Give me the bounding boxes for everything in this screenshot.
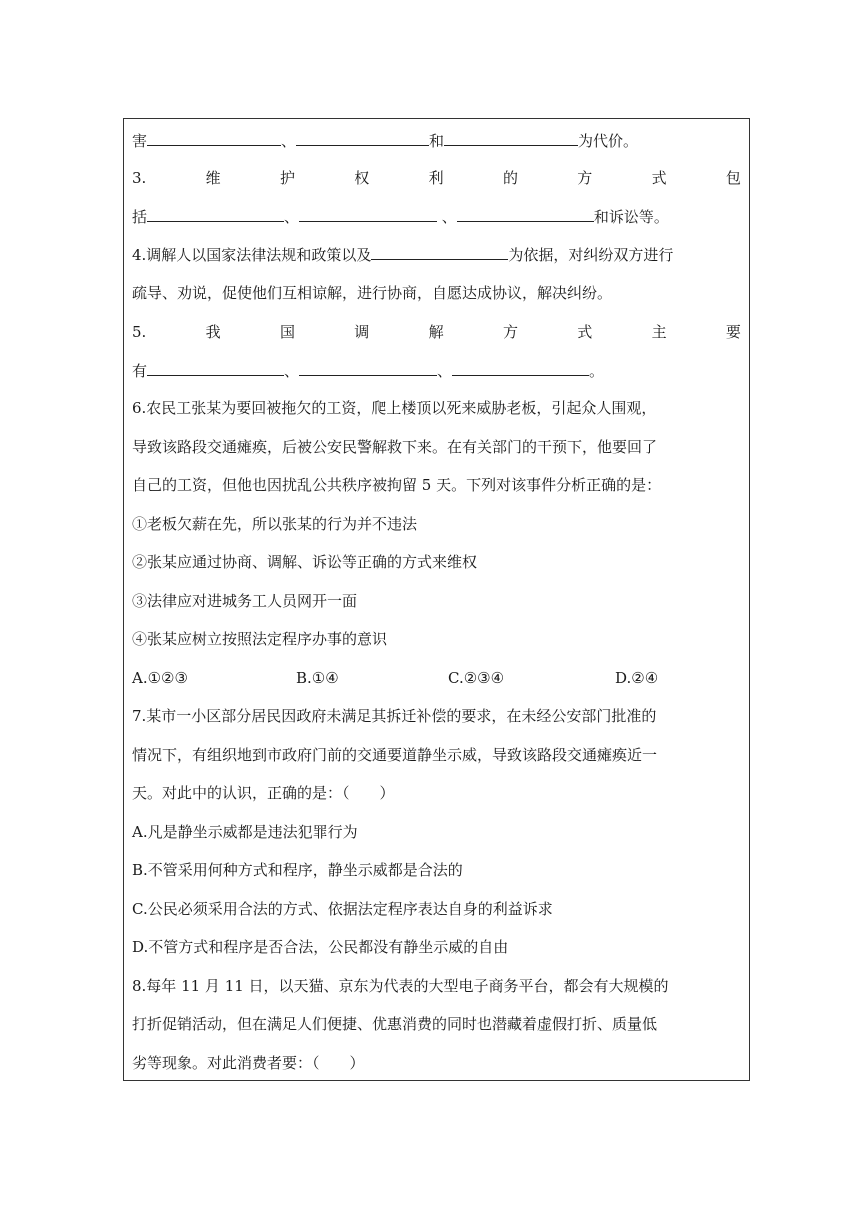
spaced-char: 的: [502, 169, 518, 187]
text: 有: [132, 362, 148, 380]
blank: [147, 206, 284, 222]
spaced-char: 我: [205, 323, 221, 341]
spaced-char: 解: [428, 323, 444, 341]
blank: [296, 130, 429, 146]
text: 、: [284, 362, 300, 380]
option-b: B.①④: [296, 669, 339, 687]
question-5-line-2: [132, 360, 741, 381]
statement-3: ③法律应对进城务工人员网开一面: [132, 592, 358, 610]
question-6-line-2: 导致该路段交通瘫痪，后被公安民警解救下来。在有关部门的干预下，他要回了: [132, 438, 658, 456]
blank: [299, 360, 437, 376]
spaced-char: 维: [205, 169, 221, 187]
text: 、: [284, 208, 300, 226]
spaced-char: 3.: [132, 169, 147, 187]
spaced-char: 调: [354, 323, 370, 341]
question-5-line-1: [132, 322, 741, 342]
option-b: B.不管采用何种方式和程序，静坐示威都是合法的: [132, 861, 463, 879]
question-3-line-2: [132, 206, 741, 227]
text: 为依据，对纠纷双方进行: [508, 246, 674, 264]
option-a: A.①②③: [132, 669, 188, 687]
spaced-char: 方: [577, 169, 593, 187]
question-8-line-3: 劣等现象。对此消费者要：（ ）: [132, 1054, 365, 1072]
spaced-char: 利: [428, 169, 444, 187]
spaced-char: 国: [279, 323, 295, 341]
question-6-line-3: 自己的工资，但他也因扰乱公共秩序被拘留 5 天。下列对该事件分析正确的是：: [132, 476, 662, 494]
option-c: C.公民必须采用合法的方式、依据法定程序表达自身的利益诉求: [132, 900, 553, 918]
spaced-char: 方: [502, 323, 518, 341]
fill-line-1: [132, 130, 741, 151]
blank: [147, 360, 284, 376]
question-6-line-1: 6.农民工张某为要回被拖欠的工资，爬上楼顶以死来威胁老板，引起众人围观，: [132, 399, 657, 417]
text: 括: [132, 208, 148, 226]
question-6-options: [132, 668, 741, 688]
question-7-line-3: 天。对此中的认识，正确的是：（ ）: [132, 784, 395, 802]
spaced-char: 包: [725, 169, 741, 187]
text: 、: [437, 362, 453, 380]
question-8-line-1: 8.每年 11 月 11 日，以天猫、京东为代表的大型电子商务平台，都会有大规模的: [132, 977, 669, 995]
text: 、: [281, 132, 297, 150]
blank: [444, 130, 578, 146]
blank: [371, 244, 508, 260]
spaced-char: 主: [651, 323, 667, 341]
question-7-line-1: 7.某市一小区部分居民因政府未满足其拆迁补偿的要求，在未经公安部门批准的: [132, 707, 657, 725]
statement-2: ②张某应通过协商、调解、诉讼等正确的方式来维权: [132, 553, 478, 571]
statement-4: ④张某应树立按照法定程序办事的意识: [132, 630, 388, 648]
spaced-char: 要: [725, 323, 741, 341]
question-4-line-2: 疏导、劝说，促使他们互相谅解，进行协商，自愿达成协议，解决纠纷。: [132, 284, 613, 302]
spaced-char: 护: [279, 169, 295, 187]
text: 和诉讼等。: [593, 208, 669, 226]
text: 4.调解人以国家法律法规和政策以及: [132, 246, 372, 264]
spaced-char: 式: [651, 169, 667, 187]
text: 为代价。: [578, 132, 639, 150]
blank: [452, 360, 589, 376]
question-8-line-2: 打折促销活动，但在满足人们便捷、优惠消费的同时也潜藏着虚假打折、质量低: [132, 1015, 658, 1033]
option-c: C.②③④: [448, 669, 505, 687]
spaced-char: 式: [577, 323, 593, 341]
text: 、: [437, 208, 457, 226]
statement-1: ①老板欠薪在先，所以张某的行为并不违法: [132, 515, 418, 533]
option-d: D.不管方式和程序是否合法，公民都没有静坐示威的自由: [132, 938, 509, 956]
spaced-char: 5.: [132, 323, 147, 341]
spaced-char: 权: [354, 169, 370, 187]
text: 和: [429, 132, 445, 150]
text: 害: [132, 132, 148, 150]
option-a: A.凡是静坐示威都是违法犯罪行为: [132, 823, 358, 841]
blank: [457, 206, 594, 222]
blank: [147, 130, 281, 146]
text: 。: [589, 362, 605, 380]
question-3-line-1: [132, 168, 741, 188]
option-d: D.②④: [615, 669, 659, 687]
blank: [299, 206, 437, 222]
question-7-line-2: 情况下，有组织地到市政府门前的交通要道静坐示威，导致该路段交通瘫痪近一: [132, 746, 658, 764]
question-4-line-1: [132, 244, 741, 265]
